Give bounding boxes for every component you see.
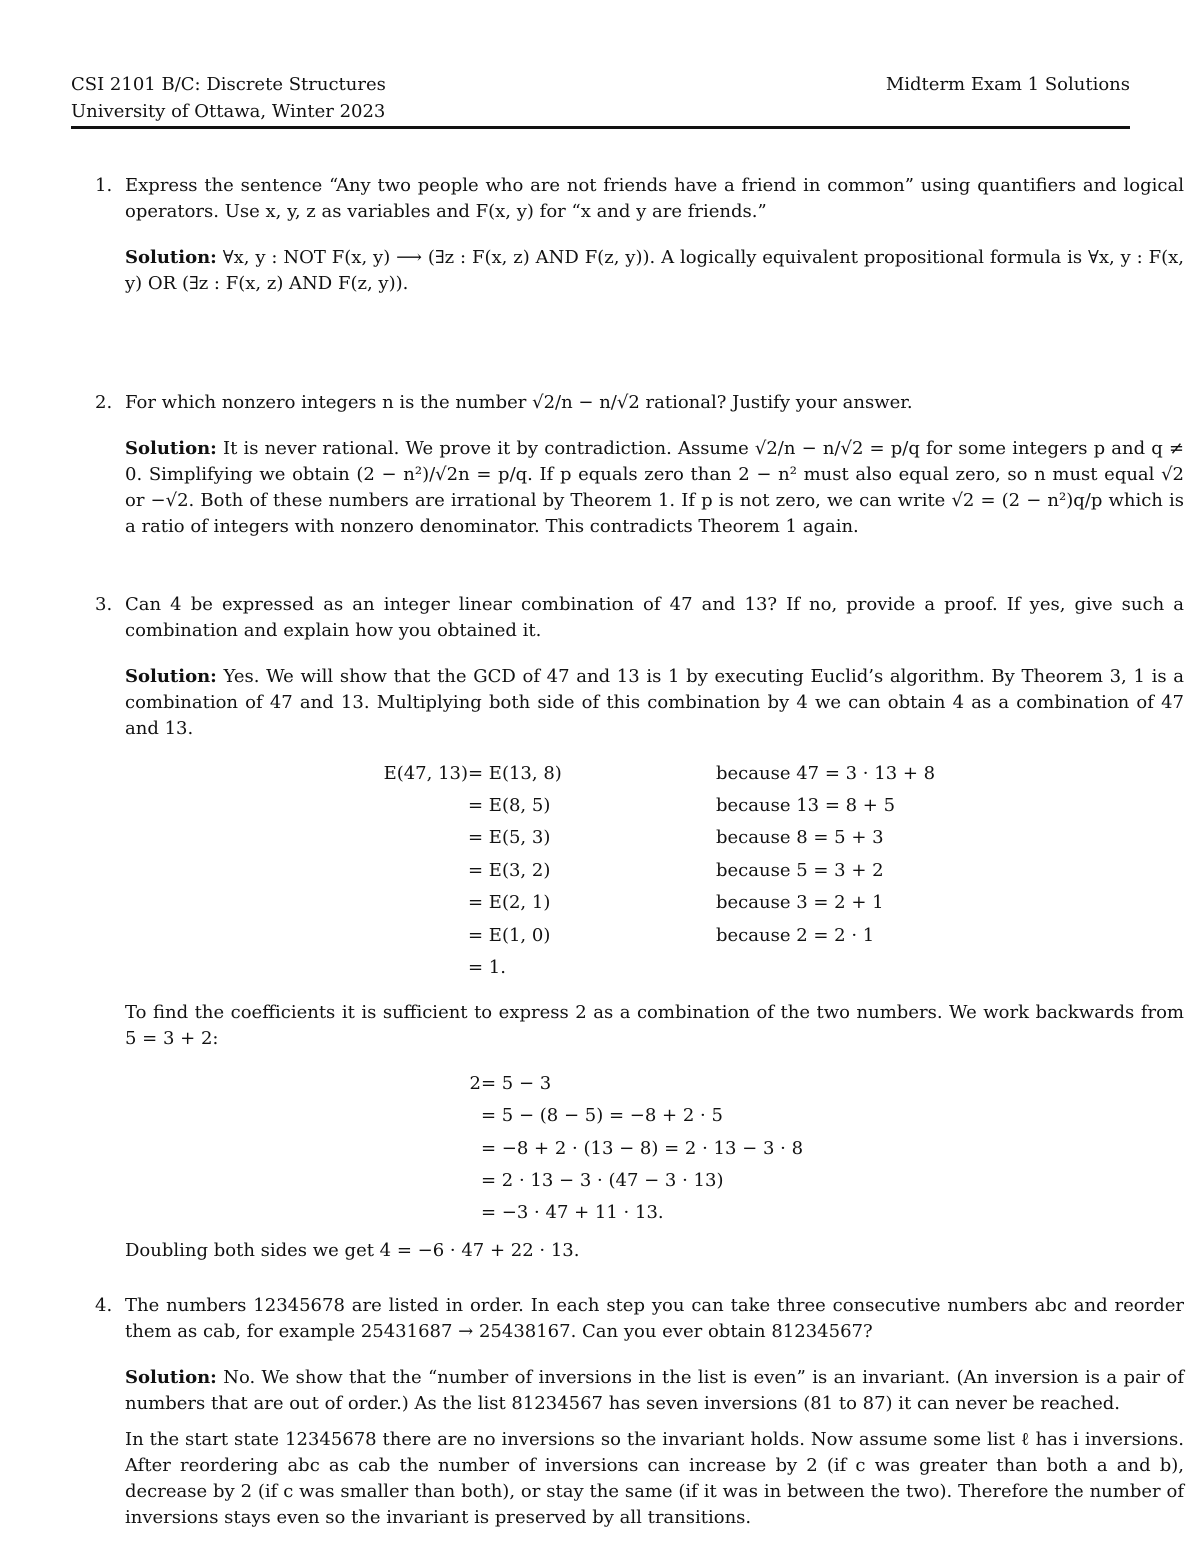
euclid-rhs: = E(3, 2) xyxy=(468,860,551,881)
conclusion: Doubling both sides we get 4 = −6 · 47 + 22 · 13. xyxy=(125,1240,580,1261)
question-prompt: Can 4 be expressed as an integer linear combination of 47 and 13? If no, provide a proof. If yes, give such a combination and explain how you obtained it. xyxy=(125,594,1184,641)
euclid-rhs: = E(2, 1) xyxy=(468,892,551,913)
backward-substitution xyxy=(125,1064,1184,1228)
euclid-lhs: E(47, 13) xyxy=(383,763,468,784)
question-prompt: For which nonzero integers n is the number √2/n − n/√2 rational? Justify your answer. xyxy=(125,392,913,413)
euclid-reason: because 5 = 3 + 2 xyxy=(716,860,884,881)
euclid-rhs: = E(8, 5) xyxy=(468,795,551,816)
solution-label: Solution: xyxy=(125,438,217,459)
question-4 xyxy=(71,1293,1184,1531)
euclid-derivation xyxy=(125,758,1184,990)
solution-continued: In the start state 12345678 there are no inversions so the invariant holds. Now assume some list ℓ has i inversions. After reordering abc as cab the number of inversions can increase by 2 (if c was greater than both a and b), decrease by 2 (if c was smaller than both), or stay the same (if it was in between the two). Therefore the number of inversions stays even so the invariant is preserved by all transitions. xyxy=(125,1429,1184,1528)
question-prompt: The numbers 12345678 are listed in order. In each step you can take three consecutive numbers abc and reorder them as cab, for example 25431687 → 25438167. Can you ever obtain 81234567? xyxy=(125,1295,1184,1342)
euclid-reason: because 3 = 2 + 1 xyxy=(716,892,884,913)
solution-text: Yes. We will show that the GCD of 47 and 13 is 1 by executing Euclid’s algorithm. By Theorem 3, 1 is a combination of 47 and 13. Multiplying both side of this combination by 4 we can obtain 4 as a combination of 47 and 13. xyxy=(125,666,1184,739)
solution xyxy=(125,436,1184,540)
university-term: University of Ottawa, Winter 2023 xyxy=(71,101,386,122)
question-number: 3. xyxy=(95,594,113,615)
page-header xyxy=(71,70,1130,122)
chain-lhs: 2 xyxy=(469,1073,481,1094)
solution-text: No. We show that the “number of inversions in the list is even” is an invariant. (An inversion is a pair of numbers that are out of order.) As the list 81234567 has seven inversions (81 to 87) it can never be reached. xyxy=(125,1367,1184,1414)
euclid-reason: because 2 = 2 · 1 xyxy=(716,925,875,946)
euclid-reason: because 8 = 5 + 3 xyxy=(716,827,884,848)
header-rule xyxy=(71,126,1130,129)
euclid-reason: because 13 = 8 + 5 xyxy=(716,795,896,816)
question-3 xyxy=(71,592,1184,1264)
solution-text: It is never rational. We prove it by contradiction. Assume √2/n − n/√2 = p/q for some integers p and q ≠ 0. Simplifying we obtain (2 − n²)/√2n = p/q. If p equals zero than 2 − n² must also equal zero, so n must equal √2 or −√2. Both of these numbers are irrational by Theorem 1. If p is not zero, we can write √2 = (2 − n²)q/p which is a ratio of integers with nonzero denominator. This contradicts Theorem 1 again. xyxy=(125,438,1184,537)
euclid-rhs: = E(5, 3) xyxy=(468,827,551,848)
solution-label: Solution: xyxy=(125,1367,217,1388)
question-number: 1. xyxy=(95,175,113,196)
solution xyxy=(125,664,1184,742)
euclid-rhs: = E(1, 0) xyxy=(468,925,551,946)
exam-page xyxy=(71,70,1185,1528)
solution xyxy=(125,1365,1184,1417)
question-number: 2. xyxy=(95,392,113,413)
euclid-rhs: = E(13, 8) xyxy=(468,763,562,784)
question-prompt: Express the sentence “Any two people who are not friends have a friend in common” using quantifiers and logical operators. Use x, y, z as variables and F(x, y) for “x and y are friends.” xyxy=(125,175,1184,222)
chain-rhs: = 5 − (8 − 5) = −8 + 2 · 5 xyxy=(481,1105,723,1126)
solution-label: Solution: xyxy=(125,666,217,687)
solution xyxy=(125,245,1184,297)
chain-rhs: = 5 − 3 xyxy=(481,1073,552,1094)
chain-rhs: = 2 · 13 − 3 · (47 − 3 · 13) xyxy=(481,1170,724,1191)
euclid-rhs: = 1. xyxy=(468,957,506,978)
question-2 xyxy=(71,390,1184,540)
chain-rhs: = −8 + 2 · (13 − 8) = 2 · 13 − 3 · 8 xyxy=(481,1138,804,1159)
solution-label: Solution: xyxy=(125,247,217,268)
exam-title: Midterm Exam 1 Solutions xyxy=(885,74,1130,95)
coefficient-intro: To find the coefficients it is sufficient to express 2 as a combination of the two numbers. We work backwards from 5 = 3 + 2: xyxy=(125,1002,1184,1049)
question-number: 4. xyxy=(95,1295,113,1316)
question-1 xyxy=(71,173,1184,297)
chain-rhs: = −3 · 47 + 11 · 13. xyxy=(481,1202,664,1223)
course-title: CSI 2101 B/C: Discrete Structures xyxy=(71,74,386,95)
euclid-reason: because 47 = 3 · 13 + 8 xyxy=(716,763,936,784)
solution-text: ∀x, y : NOT F(x, y) ⟶ (∃z : F(x, z) AND F(z, y)). A logically equivalent propositional formula is ∀x, y : F(x, y) OR (∃z : F(x, z) AND F(z, y)). xyxy=(125,247,1185,294)
